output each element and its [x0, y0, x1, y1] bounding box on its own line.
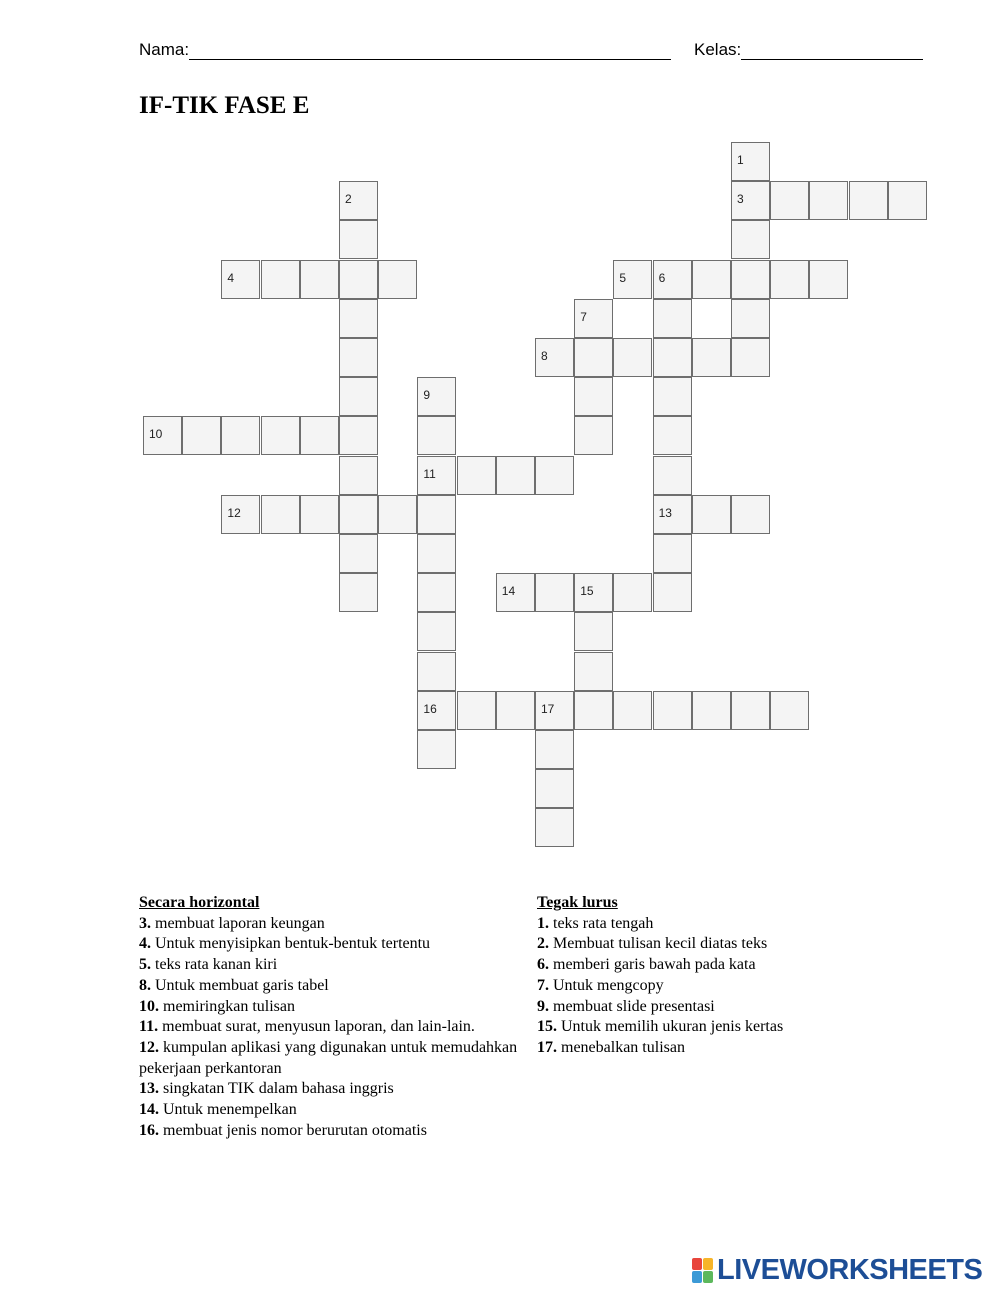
crossword-cell[interactable]: [653, 573, 692, 612]
clue-number: 15: [580, 584, 594, 599]
clue-text: Untuk menyisipkan bentuk-bentuk tertentu: [155, 935, 431, 953]
crossword-cell[interactable]: [535, 730, 574, 769]
down-clues: [537, 893, 867, 1059]
crossword-cell[interactable]: [535, 769, 574, 808]
across-clue: [139, 1121, 534, 1142]
down-clue: [537, 934, 867, 955]
clue-number: 8: [541, 349, 548, 363]
across-clue: [139, 914, 534, 935]
down-heading: Tegak lurus: [537, 894, 618, 911]
crossword-cell[interactable]: [339, 456, 378, 495]
clue-text: teks rata tengah: [553, 914, 654, 932]
crossword-cell[interactable]: [417, 416, 456, 455]
logo-square: [692, 1258, 702, 1270]
across-clue-list: [139, 914, 534, 1142]
clue-number: 1: [737, 153, 744, 167]
across-clue: [139, 1079, 534, 1100]
crossword-cell[interactable]: [300, 495, 339, 534]
crossword-cell[interactable]: [535, 808, 574, 847]
clue-text: singkatan TIK dalam bahasa inggris: [163, 1080, 394, 1098]
crossword-cell[interactable]: [221, 416, 260, 455]
crossword-cell[interactable]: [731, 691, 770, 730]
crossword-cell[interactable]: [417, 573, 456, 612]
crossword-cell[interactable]: [849, 181, 888, 220]
across-clue: [139, 1038, 534, 1079]
crossword-cell[interactable]: [574, 299, 613, 338]
clue-text: Untuk membuat garis tabel: [155, 976, 329, 994]
crossword-cell[interactable]: [692, 691, 731, 730]
clue-text: membuat slide presentasi: [553, 997, 715, 1015]
crossword-cell[interactable]: [339, 181, 378, 220]
clue-number: 5: [619, 270, 627, 285]
crossword-cell[interactable]: [339, 377, 378, 416]
crossword-cell[interactable]: [653, 495, 692, 534]
clue-num: 15.: [537, 1018, 557, 1036]
clue-num: 4.: [139, 935, 151, 953]
clue-number: 17: [541, 701, 555, 716]
crossword-cell[interactable]: [574, 652, 613, 691]
clue-number: 14: [501, 584, 516, 599]
crossword-cell[interactable]: [496, 691, 535, 730]
clue-text: memberi garis bawah pada kata: [553, 956, 756, 974]
class-label: Kelas:: [694, 40, 742, 59]
clue-text: memiringkan tulisan: [163, 997, 295, 1015]
logo-mark-icon: [692, 1258, 713, 1283]
clue-num: 3.: [139, 914, 151, 932]
crossword-cell[interactable]: [417, 612, 456, 651]
clue-number: 2: [345, 192, 352, 207]
crossword-cell[interactable]: [613, 573, 652, 612]
crossword-cell[interactable]: [574, 612, 613, 651]
clue-num: 9.: [537, 997, 549, 1015]
crossword-cell[interactable]: [339, 573, 378, 612]
clue-num: 14.: [139, 1101, 159, 1119]
crossword-cell[interactable]: [535, 573, 574, 612]
across-clues: [139, 893, 534, 1141]
crossword-cell[interactable]: [653, 299, 692, 338]
crossword-cell[interactable]: [339, 299, 378, 338]
crossword-cell[interactable]: [261, 495, 300, 534]
crossword-cell[interactable]: [378, 495, 417, 534]
crossword-cell[interactable]: [261, 416, 300, 455]
crossword-cell[interactable]: [417, 456, 456, 495]
crossword-cell[interactable]: [731, 338, 770, 377]
crossword-cell[interactable]: [731, 260, 770, 299]
down-clue-list: [537, 914, 867, 1059]
clue-number: 4: [227, 270, 235, 285]
crossword-cell[interactable]: [535, 691, 574, 730]
clue-number: 16: [423, 701, 437, 716]
clue-num: 6.: [537, 956, 549, 974]
crossword-cell[interactable]: [574, 416, 613, 455]
clue-num: 7.: [537, 976, 549, 994]
clue-num: 11.: [139, 1018, 159, 1036]
down-clue: [537, 997, 867, 1018]
crossword-cell[interactable]: [261, 260, 300, 299]
clue-num: 16.: [139, 1121, 159, 1139]
crossword-cell[interactable]: [731, 220, 770, 259]
crossword-cell[interactable]: [653, 534, 692, 573]
clue-number: 13: [658, 505, 672, 520]
crossword-cell[interactable]: [457, 456, 496, 495]
crossword-cell[interactable]: [574, 338, 613, 377]
crossword-cell[interactable]: [457, 691, 496, 730]
crossword-cell[interactable]: [731, 181, 770, 220]
crossword-cell[interactable]: [653, 691, 692, 730]
crossword-cell[interactable]: [300, 260, 339, 299]
clue-num: 12.: [139, 1038, 159, 1056]
crossword-cell[interactable]: [574, 573, 613, 612]
crossword-cell[interactable]: [809, 260, 848, 299]
clue-number: 10: [149, 427, 163, 442]
across-clue: [139, 997, 534, 1018]
crossword-cell[interactable]: [535, 338, 574, 377]
crossword-cell[interactable]: [888, 181, 927, 220]
crossword-cell[interactable]: [339, 338, 378, 377]
crossword-cell[interactable]: [653, 338, 692, 377]
crossword-cell[interactable]: [692, 495, 731, 534]
crossword-cell[interactable]: [339, 220, 378, 259]
across-clue: [139, 955, 534, 976]
crossword-cell[interactable]: [417, 377, 456, 416]
clue-text: menebalkan tulisan: [561, 1038, 685, 1056]
crossword-cell[interactable]: [417, 534, 456, 573]
crossword-cell[interactable]: [221, 260, 260, 299]
clue-num: 13.: [139, 1080, 159, 1098]
across-clue: [139, 1017, 534, 1038]
crossword-cell[interactable]: [417, 691, 456, 730]
clue-number: 11: [423, 466, 436, 481]
crossword-cell[interactable]: [653, 416, 692, 455]
crossword-cell[interactable]: [378, 260, 417, 299]
crossword-cell[interactable]: [300, 416, 339, 455]
clue-num: 1.: [537, 914, 549, 932]
across-clue: [139, 1100, 534, 1121]
crossword-cell[interactable]: [535, 456, 574, 495]
worksheet-title: IF-TIK FASE E: [139, 92, 310, 119]
crossword-cell[interactable]: [417, 652, 456, 691]
clue-num: 2.: [537, 935, 549, 953]
crossword-cell[interactable]: [770, 181, 809, 220]
crossword-cell[interactable]: [182, 416, 221, 455]
clue-text: membuat laporan keungan: [155, 914, 325, 932]
crossword-cell[interactable]: [653, 260, 692, 299]
crossword-cell[interactable]: [731, 299, 770, 338]
across-heading: Secara horizontal: [139, 894, 260, 911]
crossword-cell[interactable]: [731, 142, 770, 181]
logo-square: [703, 1271, 713, 1283]
logo-square: [692, 1271, 702, 1283]
crossword-cell[interactable]: [496, 573, 535, 612]
clue-number: 7: [580, 309, 587, 324]
clue-number: 9: [423, 388, 431, 403]
logo-text: LIVEWORKSHEETS: [717, 1253, 983, 1286]
clue-text: membuat jenis nomor berurutan otomatis: [163, 1121, 427, 1139]
crossword-cell[interactable]: [339, 534, 378, 573]
crossword-cell[interactable]: [692, 260, 731, 299]
down-clue: [537, 1038, 867, 1059]
clue-num: 8.: [139, 976, 151, 994]
crossword-cell[interactable]: [770, 260, 809, 299]
clue-number: 3: [737, 192, 744, 207]
clue-text: teks rata kanan kiri: [155, 956, 278, 974]
clue-text: Untuk menempelkan: [163, 1101, 297, 1119]
crossword-cell[interactable]: [613, 691, 652, 730]
crossword-cell[interactable]: [339, 495, 378, 534]
clue-text: Membuat tulisan kecil diatas teks: [553, 935, 768, 953]
crossword-cell[interactable]: [770, 691, 809, 730]
crossword-cell[interactable]: [417, 730, 456, 769]
crossword-cell[interactable]: [692, 338, 731, 377]
crossword-cell[interactable]: [613, 338, 652, 377]
clue-text: kumpulan aplikasi yang digunakan untuk memudahkan pekerjaan perkantoran: [139, 1038, 518, 1077]
crossword-cell[interactable]: [339, 260, 378, 299]
crossword-cell[interactable]: [417, 495, 456, 534]
liveworksheets-logo: [692, 1254, 982, 1286]
crossword-cell[interactable]: [653, 377, 692, 416]
clue-num: 10.: [139, 997, 159, 1015]
crossword-cell[interactable]: [221, 495, 260, 534]
crossword-cell[interactable]: [613, 260, 652, 299]
clue-text: Untuk mengcopy: [553, 976, 664, 994]
name-label: Nama:: [139, 40, 190, 59]
down-clue: [537, 1017, 867, 1038]
down-clue: [537, 955, 867, 976]
clue-number: 12: [227, 505, 241, 520]
crossword-cell[interactable]: [574, 377, 613, 416]
down-clue: [537, 914, 867, 935]
crossword-cell[interactable]: [496, 456, 535, 495]
logo-square: [703, 1258, 713, 1270]
clue-text: Untuk memilih ukuran jenis kertas: [561, 1018, 784, 1036]
across-clue: [139, 934, 534, 955]
crossword-cell[interactable]: [339, 416, 378, 455]
clue-text: membuat surat, menyusun laporan, dan lain-lain.: [162, 1018, 475, 1036]
across-clue: [139, 976, 534, 997]
down-clue: [537, 976, 867, 997]
clue-num: 17.: [537, 1038, 557, 1056]
clue-num: 5.: [139, 956, 151, 974]
crossword-cell[interactable]: [574, 691, 613, 730]
crossword-cell[interactable]: [809, 181, 848, 220]
crossword-cell[interactable]: [653, 456, 692, 495]
clue-number: 6: [658, 270, 666, 285]
crossword-cell[interactable]: [731, 495, 770, 534]
crossword-cell[interactable]: [143, 416, 182, 455]
